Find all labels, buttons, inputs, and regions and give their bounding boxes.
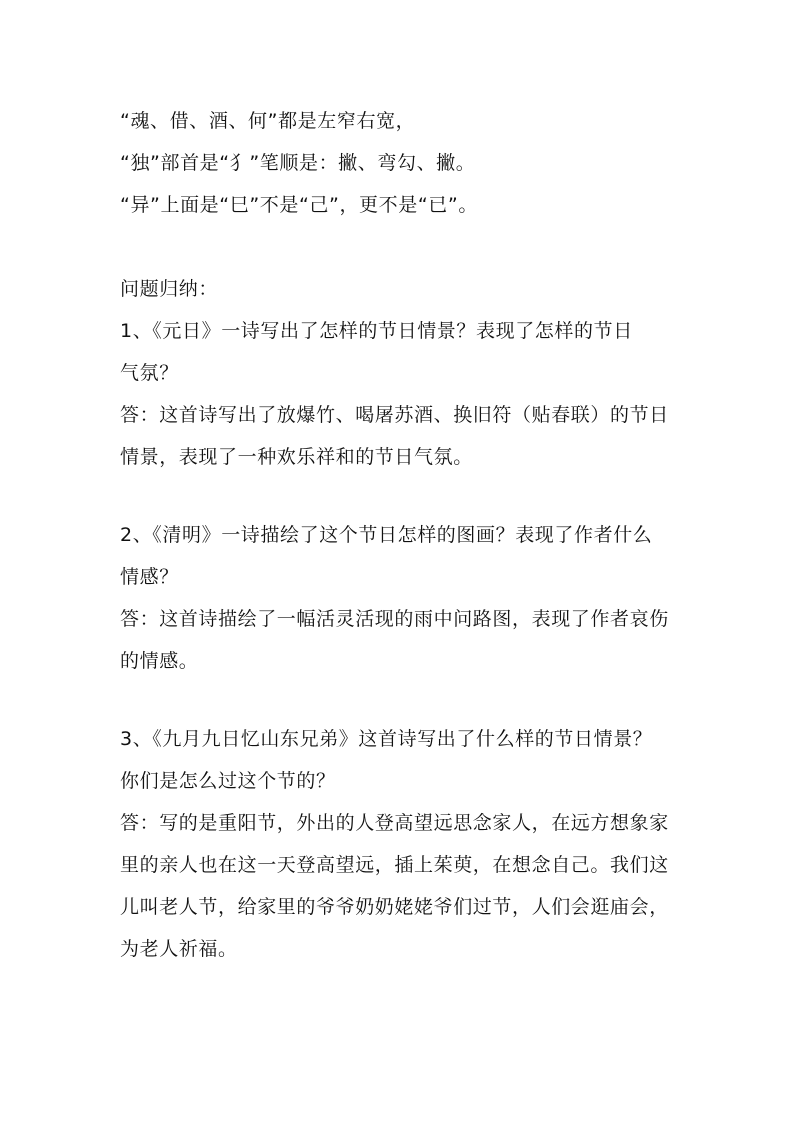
section-title-text: 问题归纳： [120,278,219,300]
question-line: 情感？ [120,566,179,588]
question-2 [120,514,680,682]
answer-line: 的情感。 [120,650,199,672]
question-line: 1、《元日》一诗写出了怎样的节日情景？表现了怎样的节日 [120,320,633,342]
note-line: “独”部首是“犭”笔顺是：撇、弯勾、撇。 [120,152,476,174]
answer-line: 情景，表现了一种欢乐祥和的节日气氛。 [120,446,473,468]
section-title [120,268,680,310]
character-notes [120,100,680,226]
question-line: 3、《九月九日忆山东兄弟》这首诗写出了什么样的节日情景？ [120,728,653,750]
answer-line: 儿叫老人节，给家里的爷爷奶奶姥姥爷们过节，人们会逛庙会， [120,896,669,918]
question-line: 你们是怎么过这个节的？ [120,770,336,792]
answer-line: 里的亲人也在这一天登高望远，插上茱萸，在想念自己。我们这 [120,854,669,876]
question-1 [120,310,680,478]
answer-line: 为老人祈福。 [120,938,238,960]
answer-line: 答：这首诗描绘了一幅活灵活现的雨中问路图，表现了作者哀伤 [120,608,669,630]
question-3 [120,718,680,970]
note-line: “魂、借、酒、何”都是左窄右宽， [120,110,416,132]
question-line: 气氛？ [120,362,179,384]
answer-line: 答：写的是重阳节，外出的人登高望远思念家人，在远方想象家 [120,812,669,834]
answer-line: 答：这首诗写出了放爆竹、喝屠苏酒、换旧符（贴春联）的节日 [120,404,669,426]
note-line: “异”上面是“巳”不是“己”，更不是“已”。 [120,194,478,216]
question-line: 2、《清明》一诗描绘了这个节日怎样的图画？表现了作者什么 [120,524,653,546]
